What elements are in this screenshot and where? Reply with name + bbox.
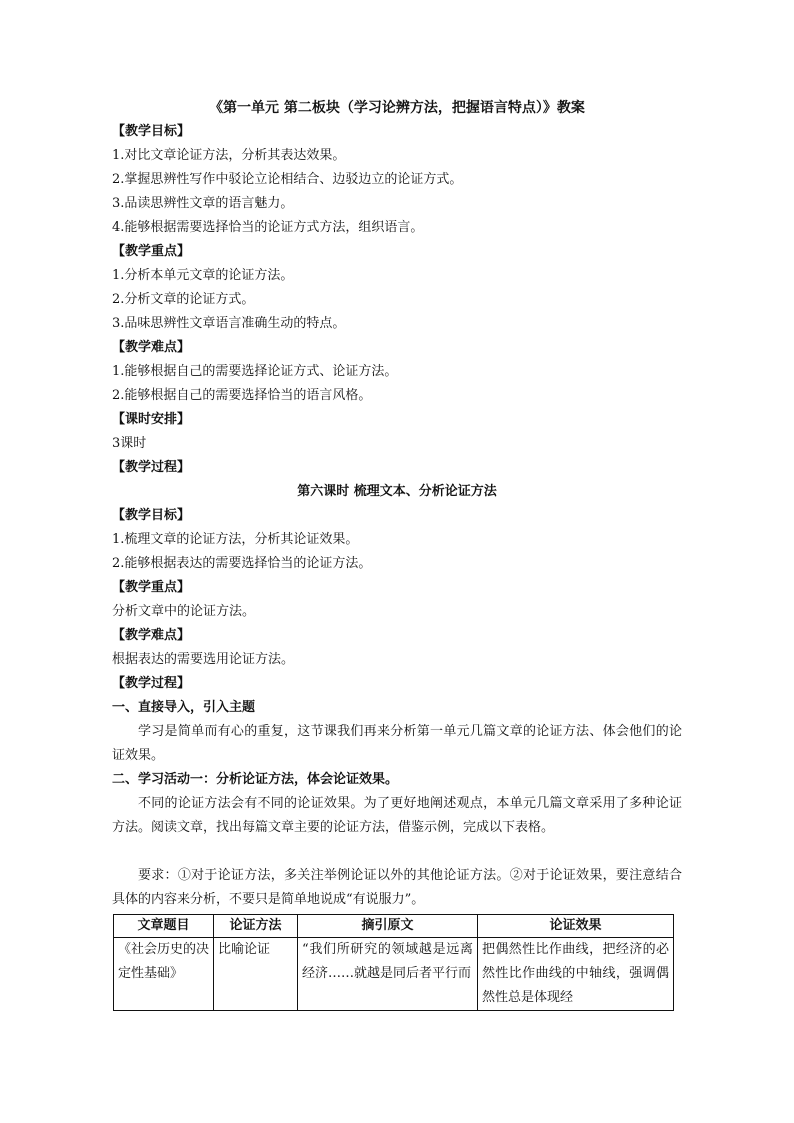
header-argument-method: 论证方法	[214, 915, 298, 938]
goal-item: 2.掌握思辨性写作中驳论立论相结合、边驳边立的论证方式。	[112, 172, 463, 187]
header-article-title: 文章题目	[114, 915, 214, 938]
difficulty-heading: 【教学难点】	[112, 340, 191, 355]
cell-quoted-text: “我们所研究的领域越是远离经济……就越是同后者平行而	[298, 938, 478, 1011]
lesson-difficulty-text: 根据表达的需要选用论证方法。	[112, 652, 295, 667]
lesson-title: 第六课时 梳理文本、分析论证方法	[297, 484, 497, 499]
requirement-paragraph: 要求：①对于论证方法，多关注举例论证以外的其他论证方法。②对于论证效果，要注意结合具体的内容来分析，不要只是简单地说成“有说服力”。	[112, 868, 682, 907]
difficulty-item: 1.能够根据自己的需要选择论证方式、论证方法。	[112, 364, 398, 379]
goals-heading: 【教学目标】	[112, 124, 191, 139]
lesson-process-heading: 【教学过程】	[112, 676, 191, 691]
cell-argument-effect: 把偶然性比作曲线，把经济的必然性比作曲线的中轴线，强调偶然性总是体现经	[478, 938, 674, 1011]
goal-item: 4.能够根据需要选择恰当的论证方式方法，组织语言。	[112, 220, 424, 235]
key-point-item: 2.分析文章的论证方式。	[112, 292, 255, 307]
key-point-item: 3.品味思辨性文章语言准确生动的特点。	[112, 316, 346, 331]
section1-paragraph: 学习是简单而有心的重复，这节课我们再来分析第一单元几篇文章的论证方法、体会他们的论证效果。	[112, 724, 682, 763]
section2-heading: 二、学习活动一：分析论证方法，体会论证效果。	[112, 772, 399, 787]
table-row	[114, 938, 674, 1011]
lesson-goals-heading: 【教学目标】	[112, 508, 191, 523]
table-header-row	[114, 915, 674, 938]
lesson-key-heading: 【教学重点】	[112, 580, 191, 595]
cell-argument-method: 比喻论证	[214, 938, 298, 1011]
lesson-key-text: 分析文章中的论证方法。	[112, 604, 256, 619]
difficulty-item: 2.能够根据自己的需要选择恰当的语言风格。	[112, 388, 372, 403]
section2-paragraph: 不同的论证方法会有不同的论证效果。为了更好地阐述观点，本单元几篇文章采用了多种论证方法。阅读文章，找出每篇文章主要的论证方法，借鉴示例，完成以下表格。	[112, 796, 682, 835]
goal-item: 1.对比文章论证方法，分析其表达效果。	[112, 148, 346, 163]
section1-heading: 一、直接导入，引入主题	[112, 700, 256, 715]
header-argument-effect: 论证效果	[478, 915, 674, 938]
goal-item: 3.品读思辨性文章的语言魅力。	[112, 196, 294, 211]
key-point-item: 1.分析本单元文章的论证方法。	[112, 268, 294, 283]
lesson-goal-item: 1.梳理文章的论证方法，分析其论证效果。	[112, 532, 359, 547]
schedule-heading: 【课时安排】	[112, 412, 191, 427]
key-points-heading: 【教学重点】	[112, 244, 191, 259]
document-title: 《第一单元 第二板块（学习论辨方法，把握语言特点）》教案	[209, 100, 585, 116]
document-page	[112, 96, 682, 1011]
lesson-difficulty-heading: 【教学难点】	[112, 628, 191, 643]
schedule-text: 3课时	[112, 436, 147, 451]
argument-methods-table	[113, 914, 674, 1011]
lesson-goal-item: 2.能够根据表达的需要选择恰当的论证方法。	[112, 556, 372, 571]
cell-article-title: 《社会历史的决定性基础》	[114, 938, 214, 1011]
header-quoted-text: 摘引原文	[298, 915, 478, 938]
process-heading: 【教学过程】	[112, 460, 191, 475]
